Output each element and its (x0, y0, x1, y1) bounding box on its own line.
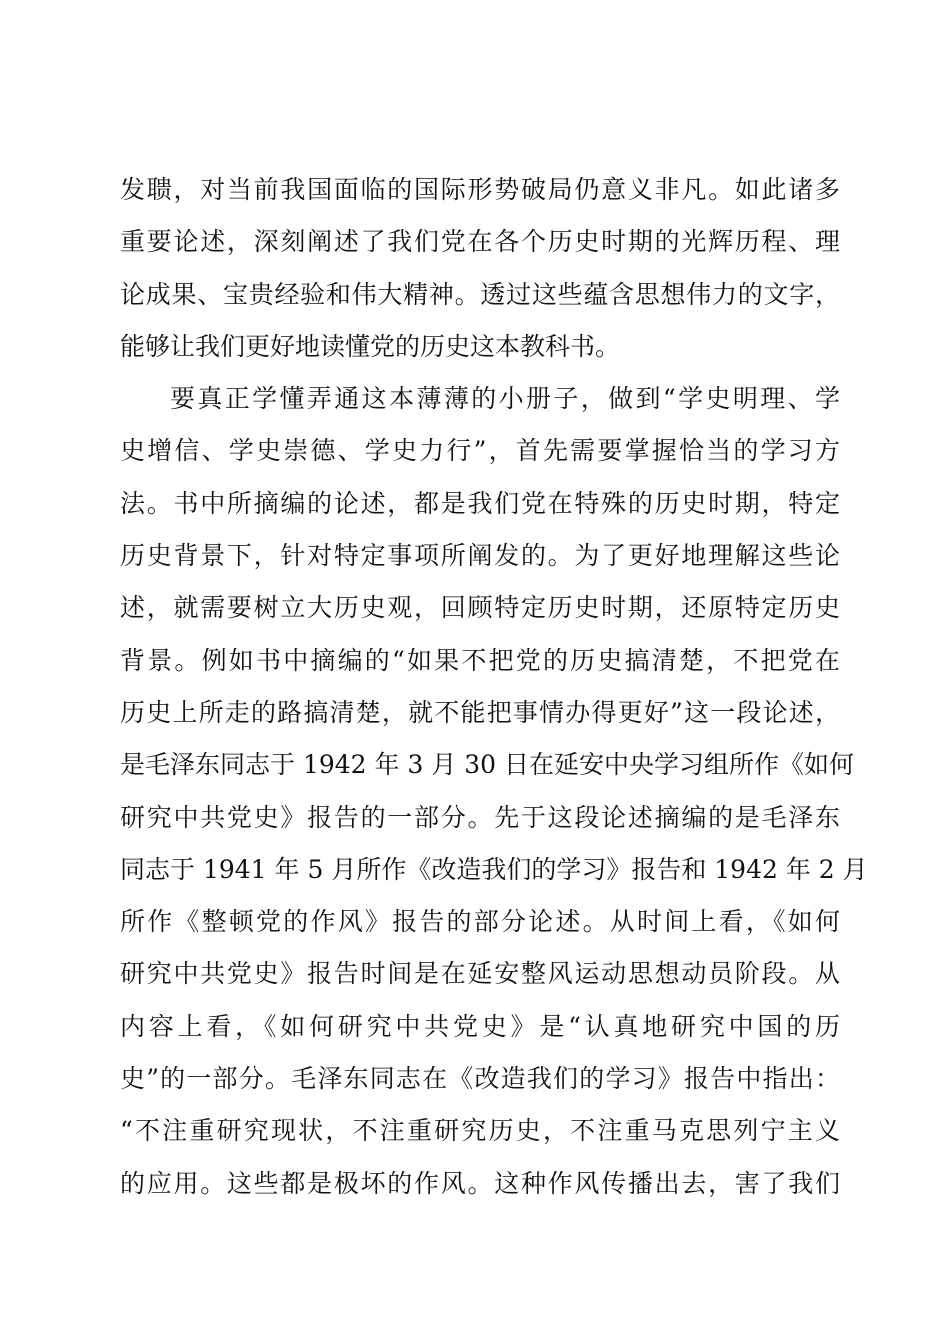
text-line: 法。书中所摘编的论述，都是我们党在特殊的历史时期，特定 (120, 488, 840, 518)
text-line: 同志于 1941 年 5 月所作《改造我们的学习》报告和 1942 年 2 月 (120, 854, 868, 884)
text-line: 重要论述，深刻阐述了我们党在各个历史时期的光辉历程、理 (120, 227, 840, 257)
text-line: 历史背景下，针对特定事项所阐发的。为了更好地理解这些论 (120, 541, 840, 571)
text-line: 是毛泽东同志于 1942 年 3 月 30 日在延安中央学习组所作《如何 (120, 750, 855, 780)
text-line: “不注重研究现状，不注重研究历史，不注重马克思列宁主义 (120, 1116, 840, 1146)
text-line: 的应用。这些都是极坏的作风。这种作风传播出去，害了我们 (120, 1168, 840, 1198)
text-line: 史增信、学史崇德、学史力行”，首先需要掌握恰当的学习方 (120, 436, 840, 466)
text-line: 研究中共党史》报告的一部分。先于这段论述摘编的是毛泽东 (120, 802, 840, 832)
paragraph-end-line: 能够让我们更好地读懂党的历史这本教科书。 (120, 331, 621, 361)
body-text (120, 164, 868, 1210)
text-line: 史”的一部分。毛泽东同志在《改造我们的学习》报告中指出： (120, 1064, 840, 1094)
text-line: 发聩，对当前我国面临的国际形势破局仍意义非凡。如此诸多 (120, 175, 840, 204)
text-line: 述，就需要树立大历史观，回顾特定历史时期，还原特定历史 (120, 593, 840, 623)
text-line: 历史上所走的路搞清楚，就不能把事情办得更好”这一段论述， (120, 697, 840, 727)
text-line: 背景。例如书中摘编的“如果不把党的历史搞清楚，不把党在 (120, 645, 840, 675)
paragraph-start-line: 要真正学懂弄通这本薄薄的小册子，做到“学史明理、学 (170, 384, 840, 414)
text-line: 研究中共党史》报告时间是在延安整风运动思想动员阶段。从 (120, 959, 840, 989)
text-line: 论成果、宝贵经验和伟大精神。透过这些蕴含思想伟力的文字， (120, 279, 840, 309)
text-line: 内容上看，《如何研究中共党史》是“认真地研究中国的历 (120, 1011, 840, 1041)
text-line: 所作《整顿党的作风》报告的部分论述。从时间上看，《如何 (120, 907, 840, 937)
